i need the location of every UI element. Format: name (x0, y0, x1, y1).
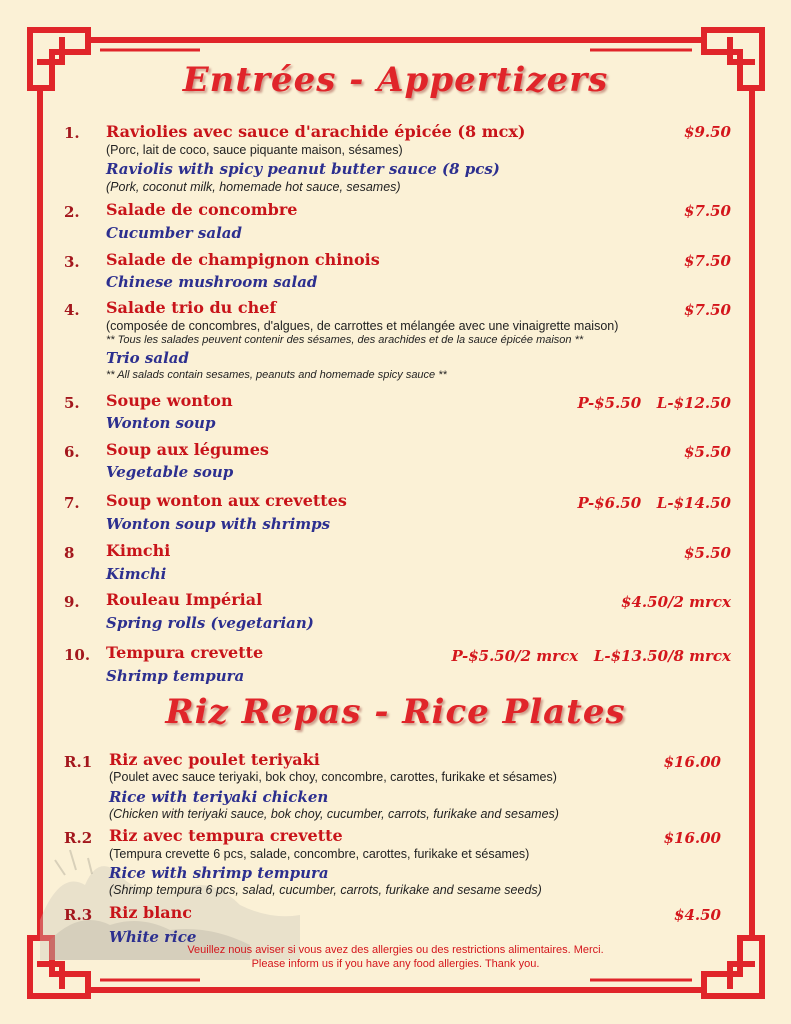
item-description-fr: (Poulet avec sauce teriyaki, bok choy, concombre, carottes, furikake et sésames) (109, 770, 557, 784)
item-number: 7. (64, 494, 80, 512)
item-name-fr: Salade de champignon chinois (106, 250, 380, 269)
item-price: P-$5.50/2 mrcx L-$13.50/8 mrcx (451, 647, 731, 665)
item-name-fr: Riz avec tempura crevette (109, 826, 343, 845)
item-price: P-$5.50 L-$12.50 (577, 394, 731, 412)
item-name-en: Wonton soup with shrimps (106, 515, 331, 533)
item-name-en: Shrimp tempura (106, 667, 245, 685)
item-price: $16.00 (663, 753, 721, 771)
item-name-fr: Salade de concombre (106, 200, 298, 219)
item-name-fr: Kimchi (106, 541, 171, 560)
item-name-en: Spring rolls (vegetarian) (106, 614, 314, 632)
item-name-fr: Soup wonton aux crevettes (106, 491, 347, 510)
item-price: $7.50 (684, 301, 731, 319)
item-name-en: Wonton soup (106, 414, 216, 432)
item-price: P-$6.50 L-$14.50 (577, 494, 731, 512)
item-price: $7.50 (684, 252, 731, 270)
item-name-fr: Raviolies avec sauce d'arachide épicée (8 mcx) (106, 122, 526, 141)
item-description-en: (Shrimp tempura 6 pcs, salad, cucumber, carrots, furikake and sesame seeds) (109, 883, 542, 897)
item-price: $9.50 (684, 123, 731, 141)
item-number: 2. (64, 203, 80, 221)
item-number: 1. (64, 124, 80, 142)
item-price: $5.50 (684, 443, 731, 461)
item-name-en: Chinese mushroom salad (106, 273, 318, 291)
item-note-fr: ** Tous les salades peuvent contenir des sésames, des arachides et de la sauce épicée maison ** (106, 334, 584, 346)
item-number: 3. (64, 253, 80, 271)
item-name-fr: Soupe wonton (106, 391, 233, 410)
item-number: 5. (64, 394, 80, 412)
allergy-notice (0, 943, 791, 971)
item-name-en: Kimchi (106, 565, 167, 583)
item-name-en: Vegetable soup (106, 463, 234, 481)
item-name-en: Cucumber salad (106, 224, 242, 242)
item-name-en: Trio salad (106, 349, 189, 367)
item-name-fr: Soup aux légumes (106, 440, 269, 459)
item-description-en: (Chicken with teriyaki sauce, bok choy, cucumber, carrots, furikake and sesames) (109, 807, 559, 821)
item-name-fr: Riz blanc (109, 903, 193, 922)
item-number: R.1 (64, 753, 93, 771)
item-note-en: ** All salads contain sesames, peanuts and homemade spicy sauce ** (106, 369, 447, 381)
item-name-fr: Riz avec poulet teriyaki (109, 750, 320, 769)
item-description-en: (Pork, coconut milk, homemade hot sauce, sesames) (106, 180, 401, 194)
item-number: R.3 (64, 906, 93, 924)
item-number: 10. (64, 646, 91, 664)
item-name-en: White rice (109, 928, 197, 946)
item-name-fr: Tempura crevette (106, 643, 264, 662)
item-number: 9. (64, 593, 80, 611)
appetizers-title: Entrées - Appertizers (182, 60, 609, 100)
allergy-notice-fr: Veuillez nous aviser si vous avez des allergies ou des restrictions alimentaires. Merci. (187, 944, 604, 956)
item-description-fr: (Porc, lait de coco, sauce piquante maison, sésames) (106, 143, 403, 157)
item-number: 8 (64, 544, 75, 562)
item-price: $16.00 (663, 829, 721, 847)
item-name-en: Raviolis with spicy peanut butter sauce (8 pcs) (106, 160, 500, 178)
item-description-fr: (composée de concombres, d'algues, de carrottes et mélangée avec une vinaigrette maison) (106, 319, 619, 333)
item-name-en: Rice with shrimp tempura (109, 864, 329, 882)
item-number: R.2 (64, 829, 93, 847)
item-price: $4.50 (674, 906, 721, 924)
item-price: $4.50/2 mrcx (621, 593, 731, 611)
item-name-en: Rice with teriyaki chicken (109, 788, 329, 806)
allergy-notice-en: Please inform us if you have any food allergies. Thank you. (251, 958, 540, 970)
item-number: 4. (64, 301, 80, 319)
item-price: $7.50 (684, 202, 731, 220)
rice-title: Riz Repas - Rice Plates (165, 692, 626, 732)
item-name-fr: Rouleau Impérial (106, 590, 263, 609)
item-number: 6. (64, 443, 80, 461)
item-description-fr: (Tempura crevette 6 pcs, salade, concombre, carottes, furikake et sésames) (109, 847, 530, 861)
item-name-fr: Salade trio du chef (106, 298, 277, 317)
item-price: $5.50 (684, 544, 731, 562)
